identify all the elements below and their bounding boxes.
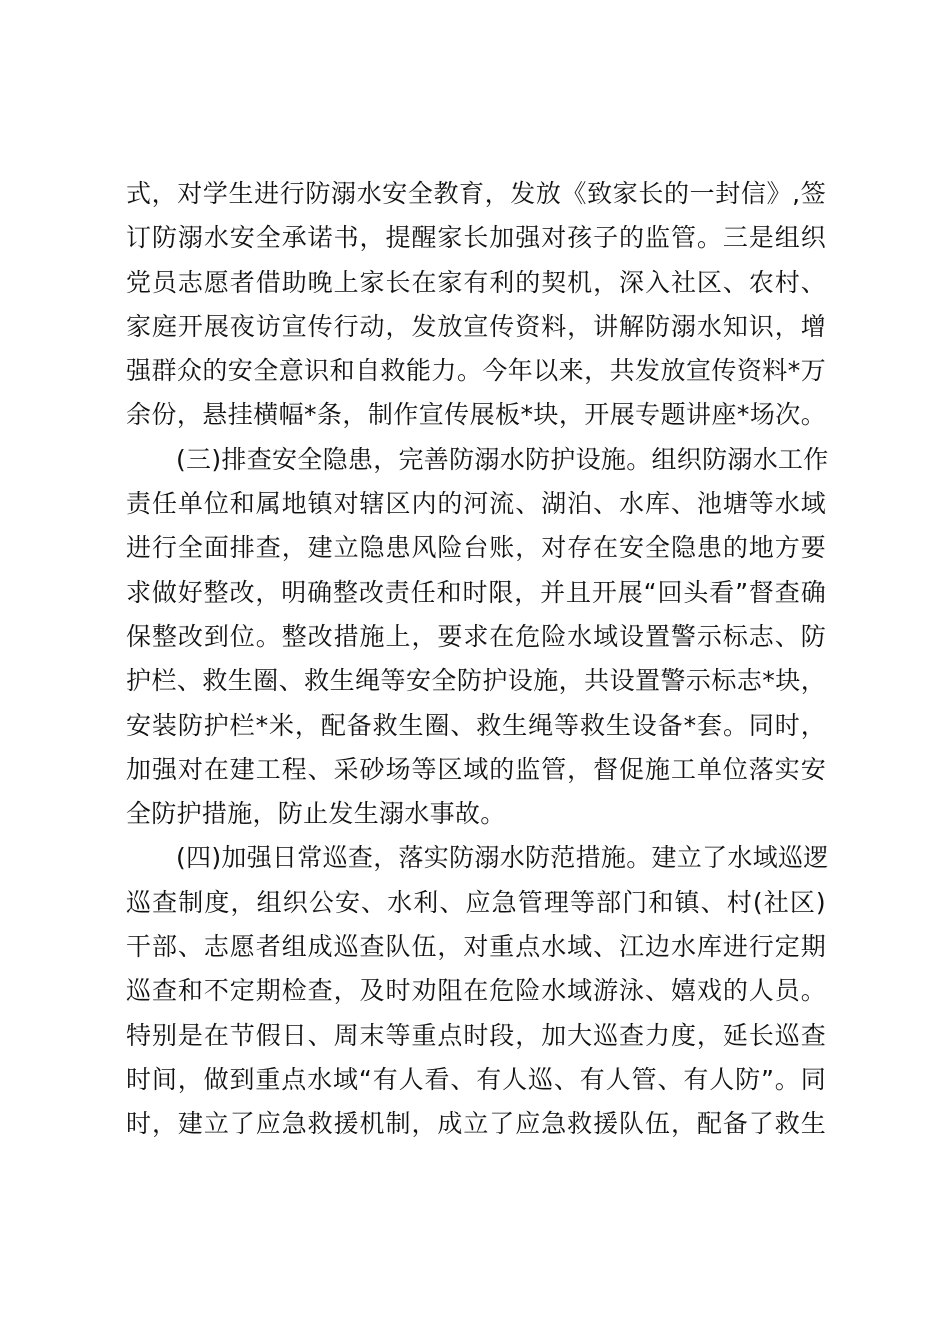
- text-line: 时间，做到重点水域“有人看、有人巡、有人管、有人防”。同: [126, 1064, 826, 1094]
- text-line: 护栏、救生圈、救生绳等安全防护设施，共设置警示标志*块，: [126, 666, 826, 696]
- text-line: 安装防护栏*米，配备救生圈、救生绳等救生设备*套。同时，: [126, 710, 826, 740]
- text-line: 特别是在节假日、周末等重点时段，加大巡查力度，延长巡查: [126, 1020, 826, 1050]
- text-line: 家庭开展夜访宣传行动，发放宣传资料，讲解防溺水知识，增: [126, 311, 826, 341]
- text-line: 全防护措施，防止发生溺水事故。: [126, 799, 506, 829]
- section-heading-line: (三)排查安全隐患，完善防溺水防护设施。组织防溺水工作: [176, 444, 829, 474]
- section-heading-line: (四)加强日常巡查，落实防溺水防范措施。建立了水域巡逻: [176, 843, 829, 873]
- text-line: 求做好整改，明确整改责任和时限，并且开展“回头看”督查确: [126, 577, 826, 607]
- text-line: 余份，悬挂横幅*条，制作宣传展板*块，开展专题讲座*场次。: [126, 400, 826, 430]
- text-line: 党员志愿者借助晚上家长在家有利的契机，深入社区、农村、: [126, 267, 826, 297]
- text-line: 时，建立了应急救援机制，成立了应急救援队伍，配备了救生: [126, 1109, 826, 1139]
- text-line: 巡查和不定期检查，及时劝阻在危险水域游泳、嬉戏的人员。: [126, 976, 826, 1006]
- text-line: 干部、志愿者组成巡查队伍，对重点水域、江边水库进行定期: [126, 932, 826, 962]
- text-line: 责任单位和属地镇对辖区内的河流、湖泊、水库、池塘等水域: [126, 489, 826, 519]
- text-line: 保整改到位。整改措施上，要求在危险水域设置警示标志、防: [126, 621, 826, 651]
- text-line: 订防溺水安全承诺书，提醒家长加强对孩子的监管。三是组织: [126, 223, 826, 253]
- text-line: 加强对在建工程、采砂场等区域的监管，督促施工单位落实安: [126, 754, 826, 784]
- text-line: 进行全面排查，建立隐患风险台账，对存在安全隐患的地方要: [126, 533, 826, 563]
- document-body: [126, 172, 829, 1147]
- text-line: 巡查制度，组织公安、水利、应急管理等部门和镇、村(社区): [126, 887, 826, 917]
- text-line: 强群众的安全意识和自救能力。今年以来，共发放宣传资料*万: [126, 356, 826, 386]
- text-line: 式，对学生进行防溺水安全教育，发放《致家长的一封信》,签: [126, 179, 826, 208]
